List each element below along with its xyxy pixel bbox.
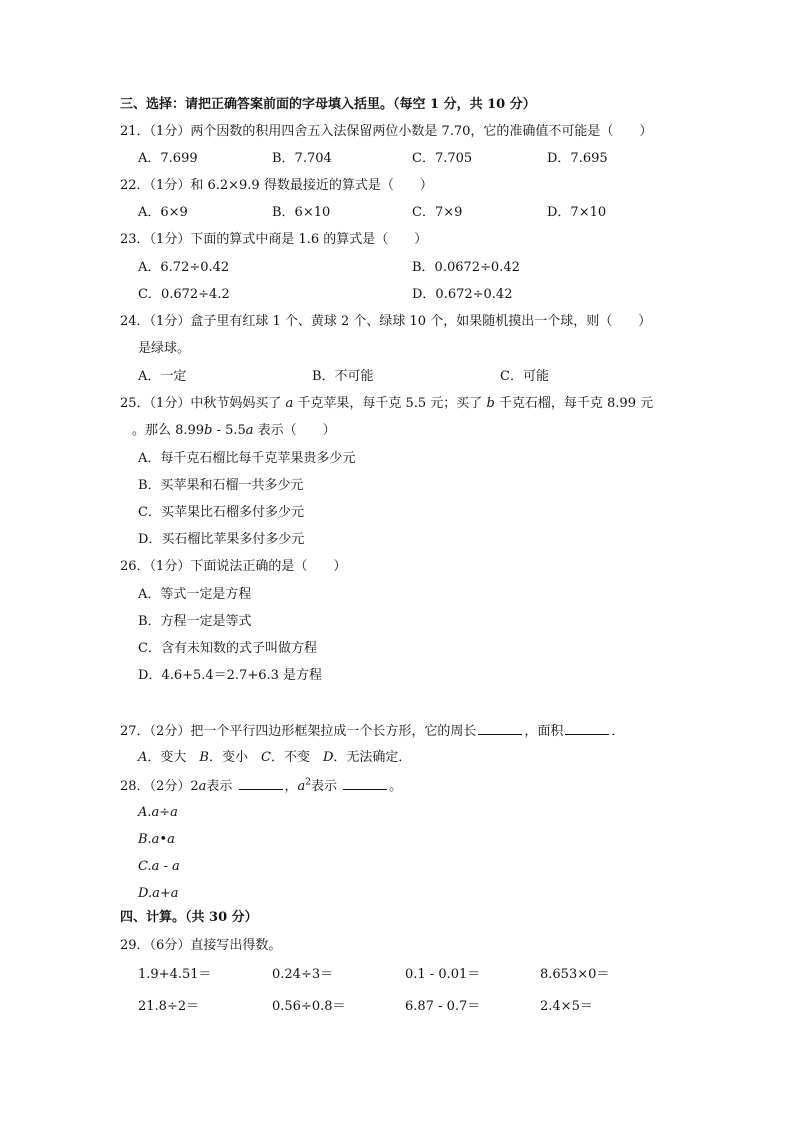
question-21-option-a[interactable]: A．7.699 xyxy=(138,151,198,166)
q27-option-c-text: ．不变 xyxy=(270,750,310,765)
question-25-option-d[interactable]: D．买石榴比苹果多付多少元 xyxy=(138,532,305,547)
question-27-options xyxy=(138,749,411,767)
question-23-stem: 23．（1分）下面的算式中商是 1.6 的算式是（ ） xyxy=(120,232,428,247)
question-23-option-b[interactable]: B．0.0672÷0.42 xyxy=(412,260,520,275)
q25-text-4: 。那么 8.99 xyxy=(132,423,205,438)
q28-text-1: 28．（2分）2 xyxy=(120,779,199,794)
question-28-option-a[interactable]: A.a÷a xyxy=(138,805,178,820)
q28-text-2: 表示 xyxy=(206,779,237,794)
question-25-stem xyxy=(120,395,653,413)
q25-text-2: 千克苹果，每千克 5.5 元；买了 xyxy=(293,396,487,411)
question-26-option-b[interactable]: B．方程一定是等式 xyxy=(138,614,252,629)
question-24-stem: 24．（1分）盒子里有红球 1 个、黄球 2 个、绿球 10 个，如果随机摸出一个球，则（ ） xyxy=(120,314,652,329)
q25-var-a: a xyxy=(285,396,294,411)
q27-blank-area[interactable] xyxy=(565,721,609,735)
q27-option-a-text: ．变大 xyxy=(147,750,187,765)
q25-var-b-2: b xyxy=(204,423,213,438)
question-22-option-d[interactable]: D．7×10 xyxy=(547,205,607,220)
q27-option-b-text: ．变小 xyxy=(208,750,248,765)
question-23-option-d[interactable]: D．0.672÷0.42 xyxy=(412,287,513,302)
q28-exponent: 2 xyxy=(305,777,312,788)
q25-text-3: 千克石榴，每千克 8.99 元 xyxy=(494,396,654,411)
q27-option-a-letter: A xyxy=(138,750,148,765)
q28-blank-1[interactable] xyxy=(239,776,283,790)
q25-var-a-2: a xyxy=(245,423,254,438)
q25-text-1: 25．（1分）中秋节妈妈买了 xyxy=(120,396,286,411)
question-25-option-a[interactable]: A．每千克石榴比每千克苹果贵多少元 xyxy=(138,451,356,466)
q29-item-8: 2.4×5＝ xyxy=(540,999,593,1014)
question-28-option-b[interactable]: B.a•a xyxy=(138,832,175,847)
question-28-stem xyxy=(120,776,402,794)
question-29-stem: 29．（6分）直接写出得数。 xyxy=(120,938,282,953)
q28-var-1: a xyxy=(198,779,207,794)
q28-text-4: 表示 xyxy=(311,779,342,794)
q29-item-7: 6.87 - 0.7＝ xyxy=(405,999,481,1014)
question-25-stem-cont xyxy=(132,422,336,440)
question-24-option-a[interactable]: A．一定 xyxy=(138,369,187,384)
q27-option-c[interactable] xyxy=(261,750,310,765)
question-25-option-b[interactable]: B．买苹果和石榴一共多少元 xyxy=(138,478,304,493)
q27-option-c-letter: C xyxy=(260,750,271,765)
q25-var-b: b xyxy=(486,396,495,411)
q28-text-3: ， xyxy=(284,779,298,794)
question-21-option-b[interactable]: B．7.704 xyxy=(272,151,332,166)
question-26-stem: 26．（1分）下面说法正确的是（ ） xyxy=(120,559,347,574)
q27-text-1: 27．（2分）把一个平行四边形框架拉成一个长方形，它的周长 xyxy=(120,724,477,739)
q27-option-a[interactable] xyxy=(138,750,186,765)
section-4-title: 四、计算。（共 30 分） xyxy=(120,910,258,925)
question-21-option-c[interactable]: C．7.705 xyxy=(412,151,473,166)
question-28-option-d[interactable]: D.a+a xyxy=(138,886,179,901)
question-22-stem: 22．（1分）和 6.2×9.9 得数最接近的算式是（ ） xyxy=(120,178,433,193)
q27-option-b-letter: B xyxy=(199,750,209,765)
question-28-option-c[interactable]: C.a - a xyxy=(138,859,180,874)
q29-item-1: 1.9+4.51＝ xyxy=(138,967,212,982)
question-23-option-a[interactable]: A．6.72÷0.42 xyxy=(138,260,230,275)
q29-item-4: 8.653×0＝ xyxy=(540,967,610,982)
question-27-stem xyxy=(120,721,624,739)
q27-option-d-text: ．无法确定． xyxy=(333,750,412,765)
question-26-option-d[interactable]: D．4.6+5.4＝2.7+6.3 是方程 xyxy=(138,668,323,683)
question-24-option-c[interactable]: C．可能 xyxy=(500,369,549,384)
q27-text-3: ． xyxy=(611,724,625,739)
q29-item-6: 0.56÷0.8＝ xyxy=(272,999,346,1014)
q29-item-3: 0.1 - 0.01＝ xyxy=(405,967,481,982)
q27-option-d-letter: D xyxy=(322,750,334,765)
question-21-stem: 21．（1分）两个因数的积用四舍五入法保留两位小数是 7.70，它的准确值不可能是（ ） xyxy=(120,124,653,139)
question-24-stem-cont: 是绿球。 xyxy=(138,341,191,356)
q27-option-d[interactable] xyxy=(323,750,411,765)
question-22-option-c[interactable]: C．7×9 xyxy=(412,205,463,220)
q27-blank-perimeter[interactable] xyxy=(478,721,522,735)
question-24-option-b[interactable]: B．不可能 xyxy=(312,369,374,384)
q27-text-2: ，面积 xyxy=(524,724,564,739)
q27-option-b[interactable] xyxy=(199,750,248,765)
q29-item-2: 0.24÷3＝ xyxy=(272,967,334,982)
q28-blank-2[interactable] xyxy=(343,776,387,790)
question-23-option-c[interactable]: C．0.672÷4.2 xyxy=(138,287,230,302)
question-25-option-c[interactable]: C．买苹果比石榴多付多少元 xyxy=(138,505,304,520)
question-22-option-b[interactable]: B．6×10 xyxy=(272,205,331,220)
question-26-option-a[interactable]: A．等式一定是方程 xyxy=(138,587,252,602)
q25-text-6: 表示（ ） xyxy=(253,423,336,438)
section-3-title: 三、选择：请把正确答案前面的字母填入括里。（每空 1 分，共 10 分） xyxy=(120,97,536,112)
q28-var-2: a xyxy=(297,779,306,794)
question-26-option-c[interactable]: C．含有未知数的式子叫做方程 xyxy=(138,641,317,656)
q29-item-5: 21.8÷2＝ xyxy=(138,999,200,1014)
question-21-option-d[interactable]: D．7.695 xyxy=(547,151,608,166)
question-22-option-a[interactable]: A．6×9 xyxy=(138,205,188,220)
q25-text-5: - 5.5 xyxy=(212,423,246,438)
q28-text-5: 。 xyxy=(389,779,403,794)
